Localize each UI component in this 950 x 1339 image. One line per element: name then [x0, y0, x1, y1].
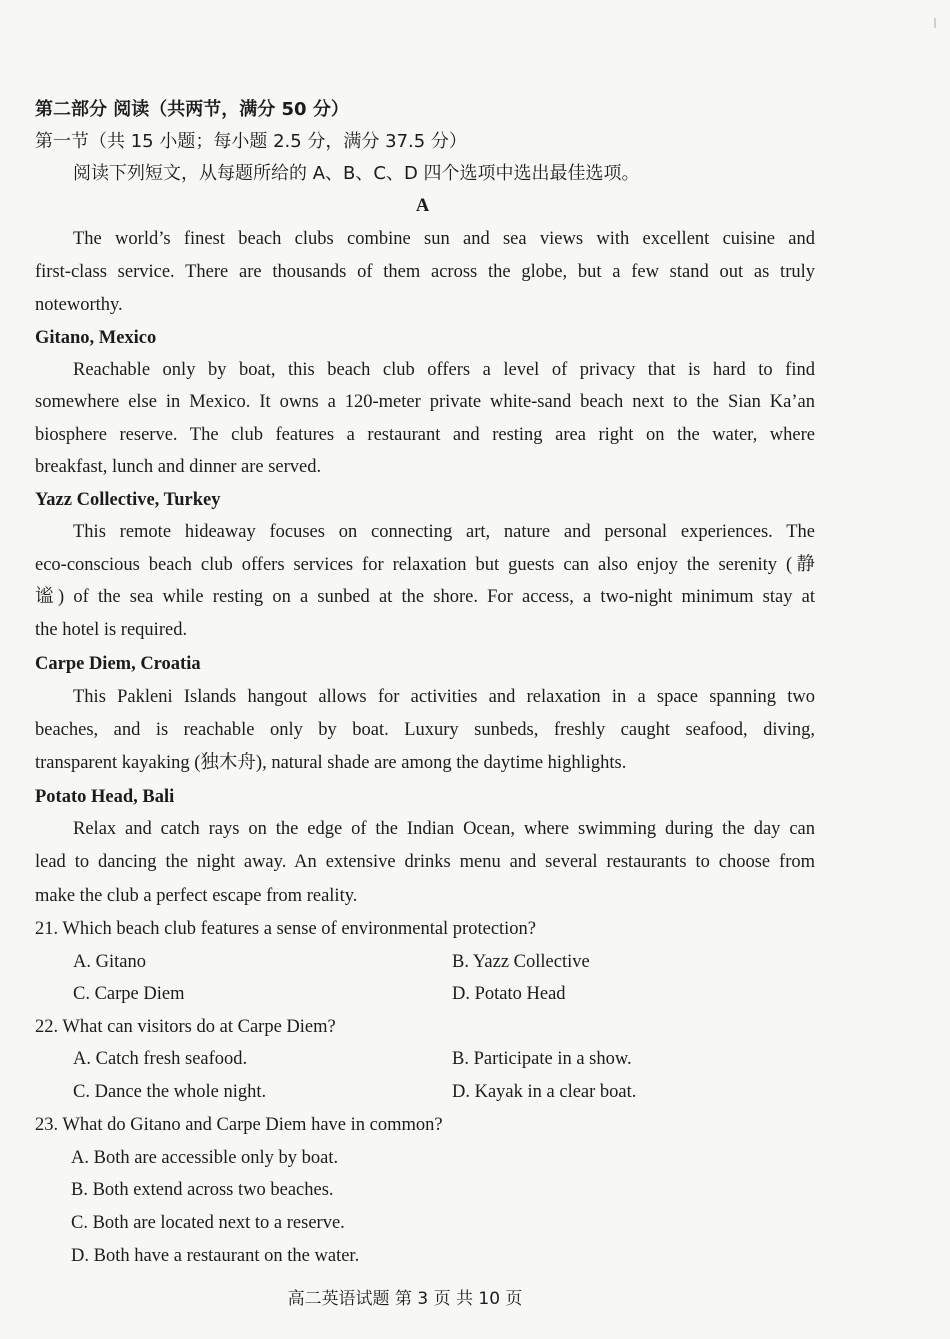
subsection-title: 第一节（共 15 小题；每小题 2.5 分，满分 37.5 分） [35, 131, 467, 152]
question-22-stem: 22. What can visitors do at Carpe Diem? [35, 1017, 336, 1037]
club-heading-potato-head: Potato Head, Bali [35, 787, 175, 807]
question-22-option-c: C. Dance the whole night. [73, 1082, 267, 1102]
question-23-option-b: B. Both extend across two beaches. [71, 1180, 334, 1200]
club-text-line: biosphere reserve. The club features a restaurant and resting area right on the water, where [35, 425, 815, 445]
question-22-option-a: A. Catch fresh seafood. [73, 1049, 248, 1069]
intro-line: The world’s finest beach clubs combine sun and sea views with excellent cuisine and [73, 229, 815, 249]
club-text-line: lead to dancing the night away. An extensive drinks menu and several restaurants to choose from [35, 852, 815, 872]
club-heading-carpe-diem: Carpe Diem, Croatia [35, 654, 201, 674]
intro-line: first-class service. There are thousands of them across the globe, but a few stand out as truly [35, 262, 815, 282]
question-21-stem: 21. Which beach club features a sense of environmental protection? [35, 919, 537, 939]
club-text-line: Relax and catch rays on the edge of the Indian Ocean, where swimming during the day can [73, 819, 815, 839]
club-text-line: breakfast, lunch and dinner are served. [35, 457, 322, 477]
question-21-option-b: B. Yazz Collective [452, 952, 590, 972]
club-text-line: Reachable only by boat, this beach club offers a level of privacy that is hard to find [73, 360, 815, 380]
instruction: 阅读下列短文，从每题所给的 A、B、C、D 四个选项中选出最佳选项。 [73, 163, 640, 184]
club-text-line: This Pakleni Islands hangout allows for activities and relaxation in a space spanning two [73, 687, 815, 707]
club-text-line: beaches, and is reachable only by boat. Luxury sunbeds, freshly caught seafood, diving, [35, 720, 815, 740]
question-22-option-b: B. Participate in a show. [452, 1049, 632, 1069]
club-heading-gitano: Gitano, Mexico [35, 328, 157, 348]
passage-label: A [415, 196, 430, 216]
club-text-line: eco-conscious beach club offers services for relaxation but guests can also enjoy the serenity (静 [35, 555, 815, 575]
club-text-line: make the club a perfect escape from reality. [35, 886, 358, 906]
question-21-option-d: D. Potato Head [452, 984, 566, 1004]
page-footer: 高二英语试题 第 3 页 共 10 页 [287, 1289, 523, 1309]
club-text-line: This remote hideaway focuses on connecting art, nature and personal experiences. The [73, 522, 815, 542]
question-23-option-c: C. Both are located next to a reserve. [71, 1213, 345, 1233]
club-text-line: 谧) of the sea while resting on a sunbed at the shore. For access, a two-night minimum stay at [35, 587, 815, 607]
scan-edge-mark [934, 18, 936, 28]
question-21-option-a: A. Gitano [73, 952, 146, 972]
club-text-line: somewhere else in Mexico. It owns a 120-meter private white-sand beach next to the Sian Ka’an [35, 392, 815, 412]
club-text-line: transparent kayaking (独木舟), natural shade are among the daytime highlights. [35, 753, 627, 773]
question-22-option-d: D. Kayak in a clear boat. [452, 1082, 637, 1102]
question-21-option-c: C. Carpe Diem [73, 984, 185, 1004]
club-heading-yazz: Yazz Collective, Turkey [35, 490, 221, 510]
question-23-option-d: D. Both have a restaurant on the water. [71, 1246, 360, 1266]
club-text-line: the hotel is required. [35, 620, 188, 640]
part-title: 第二部分 阅读（共两节，满分 50 分） [35, 99, 349, 120]
intro-line: noteworthy. [35, 295, 123, 315]
question-23-option-a: A. Both are accessible only by boat. [71, 1148, 339, 1168]
question-23-stem: 23. What do Gitano and Carpe Diem have in common? [35, 1115, 443, 1135]
